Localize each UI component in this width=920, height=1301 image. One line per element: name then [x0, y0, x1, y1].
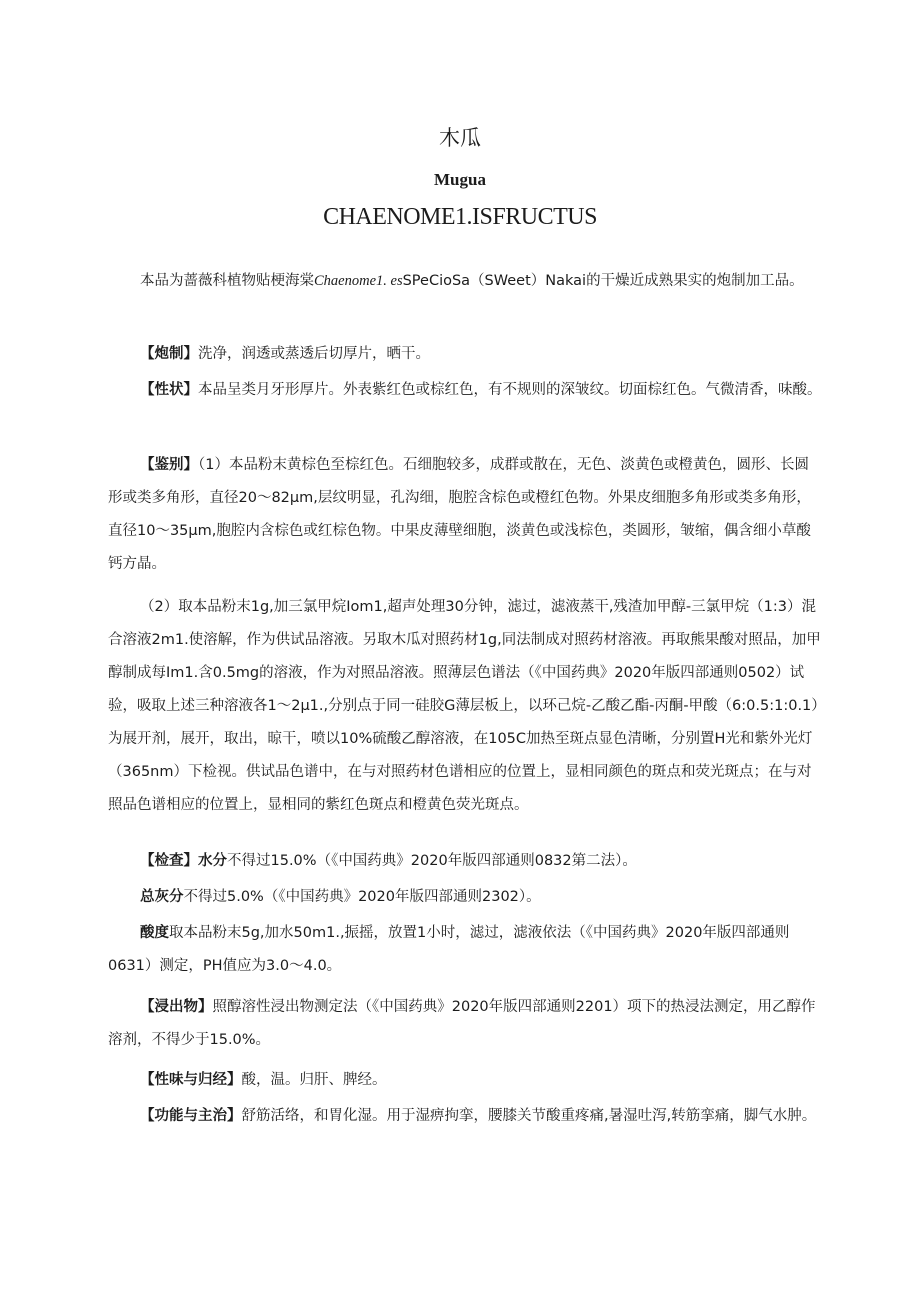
- character-label: 【性状】: [140, 382, 198, 398]
- identification-item-2-paragraph: [108, 591, 822, 822]
- acidity-label: 酸度: [140, 925, 169, 941]
- function-text: 舒筋活络，和胃化湿。用于湿痹拘挛，腰膝关节酸重疼痛,暑湿吐泻,转筋挛痛，脚气水肿。: [241, 1108, 817, 1124]
- title-chinese: 木瓜: [439, 126, 481, 150]
- character-text: 本品呈类月牙形厚片。外表紫红色或棕红色，有不规则的深皱纹。切面棕红色。气微清香，味酸。: [198, 382, 822, 398]
- ash-text: 不得过5.0%（《中国药典》2020年版四部通则2302）。: [183, 889, 541, 905]
- nature-label: 【性味与归经】: [140, 1072, 242, 1088]
- intro-text-before: 本品为蔷薇科植物贴梗海棠: [140, 273, 314, 289]
- extract-text: 照醇溶性浸出物测定法（《中国药典》2020年版四部通则2201）项下的热浸法测定，用乙醇作溶剂，不得少于15.0%。: [108, 999, 816, 1048]
- function-section: [108, 1100, 822, 1133]
- water-label: 水分: [198, 853, 227, 869]
- water-text: 不得过15.0%（《中国药典》2020年版四部通则0832第二法）。: [227, 853, 637, 869]
- acidity-text: 取本品粉末5g,加水50m1.,振摇，放置1小时，滤过，滤液依法（《中国药典》2020年版四部通则0631）测定，PH值应为3.0～4.0。: [108, 925, 790, 974]
- identification-label: 【鉴别】: [140, 457, 198, 473]
- function-label: 【功能与主治】: [140, 1108, 242, 1124]
- ash-label: 总灰分: [140, 889, 184, 905]
- identification-item-2: （2）取本品粉末1g,加三氯甲烷Iom1,超声处理30分钟，滤过，滤液蒸干,残渣加甲醇-三氯甲烷（1:3）混合溶液2m1.使溶解，作为供试品溶液。另取木瓜对照药材1g,同法制成对照药材溶液。再取熊果酸对照品，加甲醇制成每Im1.含0.5mg的溶液，作为对照品溶液。照薄层色谱法（《中国药典》2020年版四部通则0502）试验，吸取上述三种溶液各1～2μ1.,分别点于同一硅胶G薄层板上，以环己烷-乙酸乙酯-丙酮-甲酸（6:0.5:1:0.1）为展开剂，展开，取出，晾干，喷以10%硫酸乙醇溶液，在105C加热至斑点显色清晰，分别置H光和紫外光灯（365nm）下检视。供试品色谱中，在与对照药材色谱相应的位置上，显相同颜色的斑点和荧光斑点；在与对照品色谱相应的位置上，显相同的紫红色斑点和橙黄色荧光斑点。: [108, 599, 821, 813]
- inspection-section: [108, 845, 822, 878]
- identification-item-1: （1）本品粉末黄棕色至棕红色。石细胞较多，成群或散在，无色、淡黄色或橙黄色，圆形、长圆形或类多角形，直径20～82μm,层纹明显，孔沟细，胞腔含棕色或橙红色物。外果皮细胞多角形或类多角形，直径10～35μm,胞腔内含棕色或红棕色物。中果皮薄壁细胞，淡黄色或浅棕色，类圆形，皱缩，偶含细小草酸钙方晶。: [108, 457, 811, 572]
- processing-section: [108, 338, 822, 371]
- extract-section: [108, 991, 822, 1057]
- extract-label: 【浸出物】: [140, 999, 213, 1015]
- intro-latin-name: Chaenome1. es: [314, 273, 403, 289]
- nature-text: 酸，温。归肝、脾经。: [241, 1072, 387, 1088]
- intro-paragraph: [108, 265, 822, 298]
- processing-text: 洗净，润透或蒸透后切厚片，晒干。: [198, 346, 430, 362]
- character-section: [108, 374, 822, 407]
- title-latin: CHAENOME1.ISFRUCTUS: [323, 204, 597, 230]
- title-pinyin: Mugua: [434, 170, 486, 189]
- ash-paragraph: [108, 881, 822, 914]
- acidity-paragraph: [108, 917, 822, 983]
- intro-text-after: SPeCioSa（SWeet）Nakai的干燥近成熟果实的炮制加工品。: [402, 273, 804, 289]
- nature-section: [108, 1064, 822, 1097]
- processing-label: 【炮制】: [140, 346, 198, 362]
- identification-section: [108, 449, 822, 581]
- inspection-label: 【检查】: [140, 853, 198, 869]
